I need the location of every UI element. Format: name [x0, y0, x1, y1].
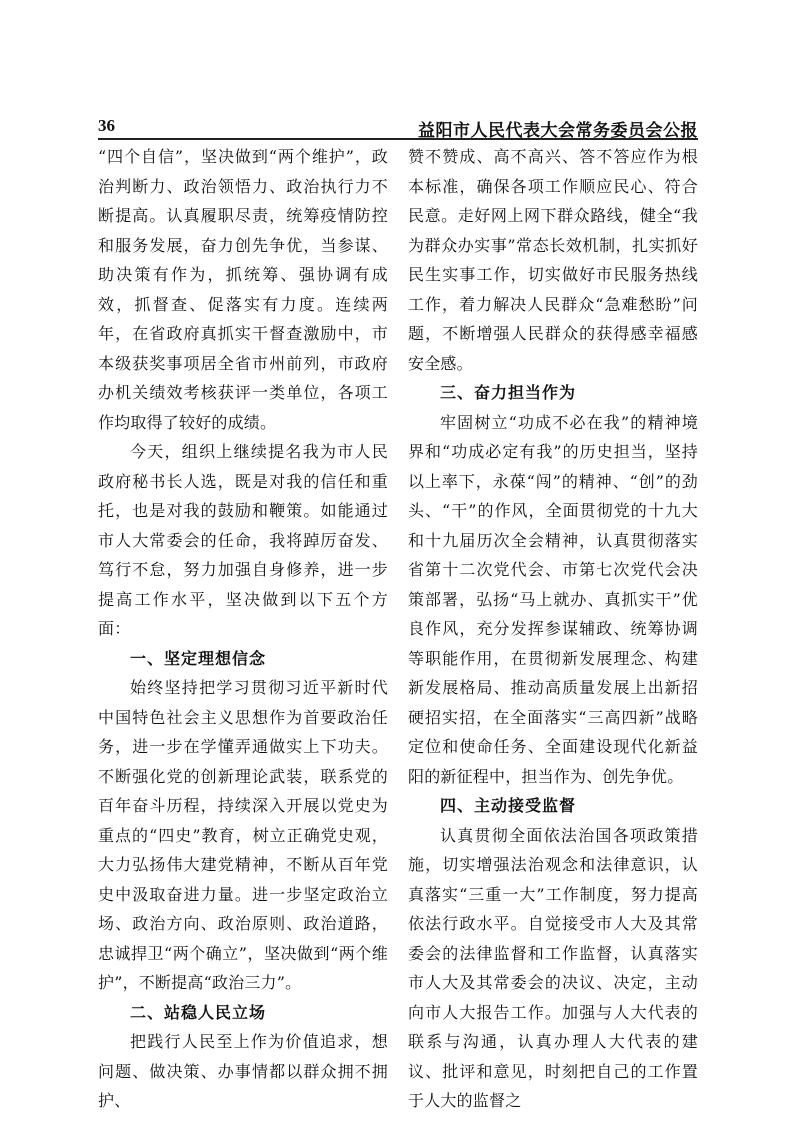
header-divider [98, 138, 698, 140]
left-column [98, 142, 388, 1116]
paragraph: 认真贯彻全面依法治国各项政策措施，切实增强法治观念和法律意识，认真落实“三重一大”工作制度，努力提高依法行政水平。自觉接受市人大及其常委会的法律监督和工作监督，认真落实市人大及其常委会的决议、决定，主动向市人大报告工作。加强与人大代表的联系与沟通，认真办理人大代表的建议、批评和意见，时刻把自己的工作置于人大的监督之 [408, 825, 698, 1110]
paragraph: 牢固树立“功成不必在我”的精神境界和“功成必定有我”的历史担当，坚持以上率下，永葆“闯”的精神、“创”的劲头、“干”的作风，全面贯彻党的十九大和十九届历次全会精神，认真贯彻落实省第十二次党代会、市第七次党代会决策部署，弘扬“马上就办、真抓实干”优良作风，充分发挥参谋辅政、统筹协调等职能作用，在贯彻新发展理念、构建新发展格局、推动高质量发展上出新招硬招实招，在全面落实“三高四新”战略定位和使命任务、全面建设现代化新益阳的新征程中，担当作为、创先争优。 [408, 412, 698, 786]
section-heading: 四、主动接受监督 [440, 796, 577, 815]
paragraph: 始终坚持把学习贯彻习近平新时代中国特色社会主义思想作为首要政治任务，进一步在学懂弄通做实上下功夫。不断强化党的创新理论武装，联系党的百年奋斗历程，持续深入开展以党史为重点的“四史”教育，树立正确党史观，大力弘扬伟大建党精神，不断从百年党史中汲取奋进力量。进一步坚定政治立场、政治方向、政治原则、政治道路，忠诚捍卫“两个确立”，坚决做到“两个维护”，不断提高“政治三力”。 [98, 678, 388, 992]
paragraph: 今天，组织上继续提名我为市人民政府秘书长人选，既是对我的信任和重托，也是对我的鼓励和鞭策。如能通过市人大常委会的任命，我将踔厉奋发、笃行不怠，努力加强自身修养，进一步提高工作水平，坚决做到以下五个方面： [98, 442, 388, 638]
paragraph: 赞不赞成、高不高兴、答不答应作为根本标准，确保各项工作顺应民心、符合民意。走好网上网下群众路线，健全“我为群众办实事”常态长效机制，扎实抓好民生实事工作，切实做好市民服务热线工作，着力解决人民群众“急难愁盼”问题，不断增强人民群众的获得感幸福感安全感。 [408, 147, 698, 373]
page-header [98, 110, 698, 140]
section-heading: 三、奋力担当作为 [440, 383, 577, 402]
right-column [408, 142, 698, 1116]
journal-title: 益阳市人民代表大会常务委员会公报 [418, 121, 698, 141]
page-number: 36 [98, 116, 115, 135]
section-heading: 一、坚定理想信念 [130, 648, 267, 668]
section-heading: 二、站稳人民立场 [130, 1002, 267, 1022]
paragraph: 把践行人民至上作为价值追求，想问题、做决策、办事情都以群众拥不拥护、 [98, 1032, 388, 1110]
paragraph: “四个自信”，坚决做到“两个维护”，政治判断力、政治领悟力、政治执行力不断提高。认真履职尽责，统筹疫情防控和服务发展，奋力创先争优，当参谋、助决策有作为，抓统筹、强协调有成效，抓督查、促落实有力度。连续两年，在省政府真抓实干督查激励中，市本级获奖事项居全省市州前列，市政府办机关绩效考核获评一类单位，各项工作均取得了较好的成绩。 [98, 147, 388, 432]
